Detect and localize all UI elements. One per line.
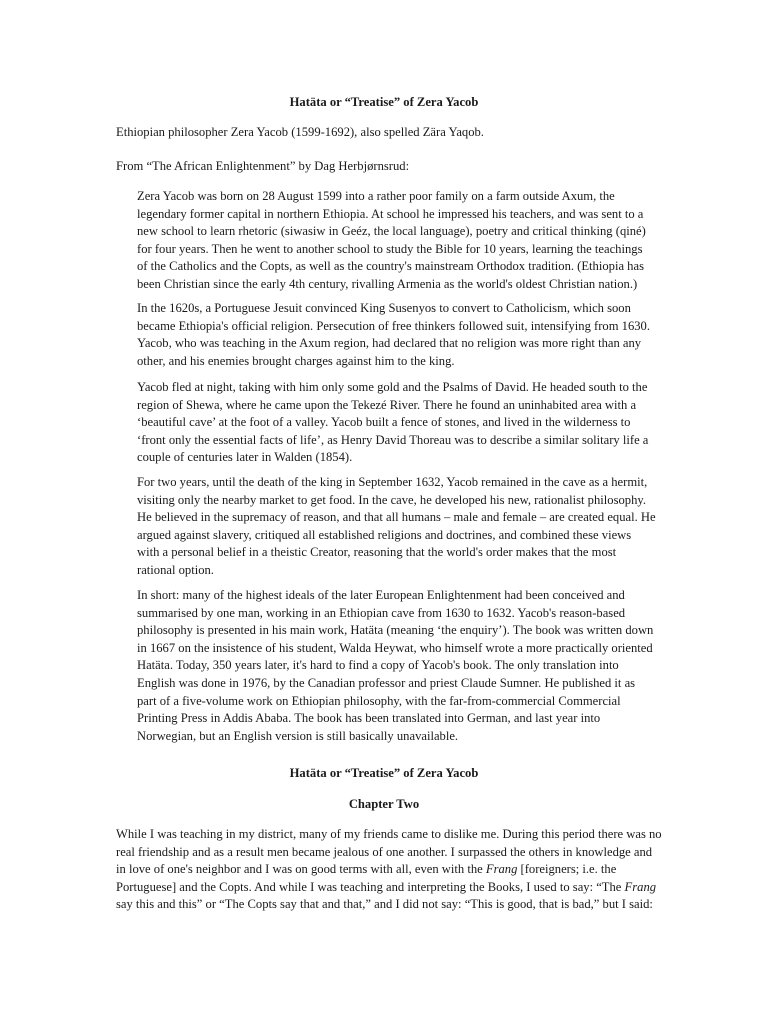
emphasis-frang: Frang <box>624 879 657 894</box>
section-title: Hatäta or “Treatise” of Zera Yacob <box>289 766 479 780</box>
chapter-paragraph <box>116 826 664 914</box>
chapter-title: Chapter Two <box>348 797 420 811</box>
quote-paragraph: Zera Yacob was born on 28 August 1599 into a rather poor family on a farm outside Axum, the legendary former capital in northern Ethiopia. At school he impressed his teachers, and was sent to a new school to learn rhetoric (siwasiw in Geéz, the local language), poetry and critical thinking (qiné) for four years. Then he went to another school to study the Bible for 10 years, learning the teachings of the Catholics and the Copts, as well as the country's mainstream Orthodox tradition. (Ethiopia has been Christian since the early 4th century, rivalling Armenia as the world's oldest Christian nation.) <box>137 189 646 291</box>
emphasis-frang: Frang <box>485 862 518 877</box>
source-attribution: From “The African Enlightenment” by Dag Herbjørnsrud: <box>116 159 410 173</box>
quote-paragraph: In short: many of the highest ideals of the later European Enlightenment had been conceived and summarised by one man, working in an Ethiopian cave from 1630 to 1632. Yacob's reason-based philosophy is presented in his main work, Hatäta (meaning ‘the enquiry’). The book was written down in 1667 on the insistence of his student, Walda Heywat, who himself wrote a more practically oriented Hatäta. Today, 350 years later, it's hard to find a copy of Yacob's book. The only translation into English was done in 1976, by the Canadian professor and priest Claude Sumner. He published it as part of a five-volume work on Ethiopian philosophy, with the far-from-commercial Commercial Printing Press in Addis Ababa. The book has been translated into German, and last year into Norwegian, but an English version is still basically unavailable. <box>137 588 654 743</box>
document-title: Hatäta or “Treatise” of Zera Yacob <box>289 95 479 109</box>
quote-paragraph: In the 1620s, a Portuguese Jesuit convinced King Susenyos to convert to Catholicism, which soon became Ethiopia's official religion. Persecution of free thinkers followed suit, intensifying from 1630. Yacob, who was teaching in the Axum region, had declared that no religion was more right than any other, and his enemies brought charges against him to the king. <box>137 301 651 368</box>
quote-paragraph: Yacob fled at night, taking with him only some gold and the Psalms of David. He headed south to the region of Shewa, where he came upon the Tekezé River. There he found an uninhabited area with a ‘beautiful cave’ at the foot of a valley. Yacob built a fence of stones, and lived in the wilderness to ‘front only the essential facts of life’, as Henry David Thoreau was to describe a similar solitary life a couple of centuries later in Walden (1854). <box>137 380 649 465</box>
chapter-text: say this and this” or “The Copts say that and that,” and I did not say: “This is good, that is bad,” but I said: <box>116 897 653 912</box>
chapter-text: [foreigners; i.e. the Portuguese] and the Copts. And while I was teaching and interpreting the Books, I used to say: “The <box>116 862 625 894</box>
quote-paragraph: For two years, until the death of the king in September 1632, Yacob remained in the cave as a hermit, visiting only the nearby market to get food. In the cave, he developed his new, rationalist philosophy. He believed in the supremacy of reason, and that all humans – male and female – are created equal. He argued against slavery, critiqued all established religions and doctrines, and combined these views with a personal belief in a theistic Creator, reasoning that the world's order makes that the most rational option. <box>137 475 656 577</box>
chapter-text: While I was teaching in my district, many of my friends came to dislike me. During this period there was no real friendship and as a result men became jealous of one another. I surpassed the others in knowledge and in love of one's neighbor and I was on good terms with all, even with the <box>116 827 662 877</box>
intro-paragraph: Ethiopian philosopher Zera Yacob (1599-1692), also spelled Zära Yaqob. <box>116 125 484 139</box>
